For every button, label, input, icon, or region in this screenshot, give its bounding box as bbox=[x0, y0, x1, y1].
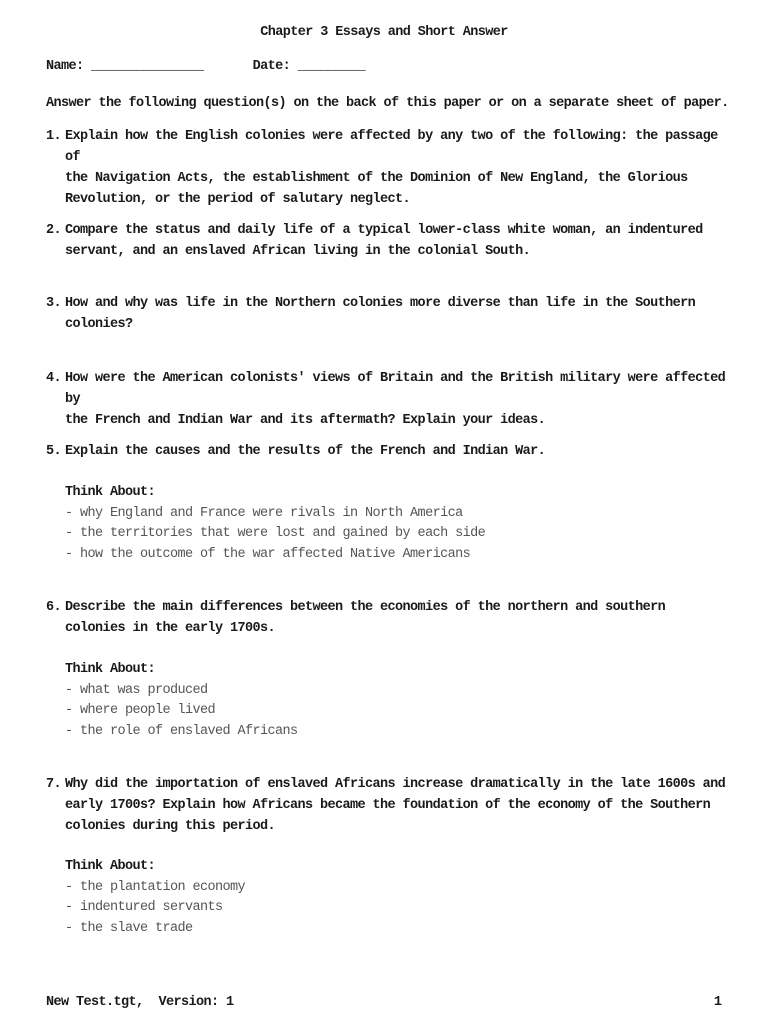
question-line: colonies in the early 1700s. bbox=[65, 621, 276, 636]
think-about-label: Think About: bbox=[65, 662, 156, 677]
think-about-7 bbox=[65, 857, 245, 939]
think-about-item: - the role of enslaved Africans bbox=[65, 723, 298, 739]
think-about-label: Think About: bbox=[65, 485, 156, 500]
question-7 bbox=[46, 774, 736, 837]
think-about-item: - the territories that were lost and gained by each side bbox=[65, 526, 486, 542]
think-about-6 bbox=[65, 660, 298, 742]
question-line: the French and Indian War and its aftermath? Explain your ideas. bbox=[65, 413, 546, 428]
question-number: 6. bbox=[46, 600, 62, 615]
think-about-5 bbox=[65, 483, 485, 565]
question-line: the Navigation Acts, the establishment of the Dominion of New England, the Glorious bbox=[65, 171, 688, 186]
name-date-row bbox=[46, 59, 365, 74]
question-line: Explain the causes and the results of the French and Indian War. bbox=[65, 444, 546, 459]
question-line: How were the American colonists' views of Britain and the British military were affected by bbox=[65, 371, 726, 407]
think-about-item: - why England and France were rivals in North America bbox=[65, 505, 463, 521]
name-field: Name: _______________ bbox=[46, 59, 204, 74]
question-line: early 1700s? Explain how Africans became the foundation of the economy of the Southern bbox=[65, 798, 711, 813]
question-5 bbox=[46, 441, 736, 462]
footer-file-version: New Test.tgt, Version: 1 bbox=[46, 995, 234, 1010]
think-about-label: Think About: bbox=[65, 859, 156, 874]
think-about-item: - the slave trade bbox=[65, 920, 193, 936]
question-6 bbox=[46, 597, 736, 639]
question-line: Describe the main differences between the economies of the northern and southern bbox=[65, 600, 666, 615]
question-number: 4. bbox=[46, 371, 62, 386]
question-line: colonies during this period. bbox=[65, 819, 276, 834]
instructions: Answer the following question(s) on the back of this paper or on a separate sheet of paper. bbox=[46, 96, 729, 111]
question-2 bbox=[46, 220, 736, 262]
question-line: Compare the status and daily life of a typical lower-class white woman, an indentured bbox=[65, 223, 703, 238]
think-about-item: - what was produced bbox=[65, 682, 208, 698]
question-line: servant, and an enslaved African living in the colonial South. bbox=[65, 244, 531, 259]
question-number: 2. bbox=[46, 223, 62, 238]
question-4 bbox=[46, 368, 736, 431]
question-number: 5. bbox=[46, 444, 62, 459]
question-number: 7. bbox=[46, 777, 62, 792]
question-line: colonies? bbox=[65, 317, 133, 332]
question-1 bbox=[46, 126, 736, 210]
question-line: Why did the importation of enslaved Africans increase dramatically in the late 1600s and bbox=[65, 777, 726, 792]
think-about-item: - where people lived bbox=[65, 703, 216, 719]
think-about-item: - indentured servants bbox=[65, 900, 223, 916]
think-about-item: - how the outcome of the war affected Native Americans bbox=[65, 546, 471, 562]
question-3 bbox=[46, 293, 736, 335]
question-line: Revolution, or the period of salutary neglect. bbox=[65, 192, 411, 207]
question-number: 3. bbox=[46, 296, 62, 311]
page-title: Chapter 3 Essays and Short Answer bbox=[260, 25, 508, 40]
question-number: 1. bbox=[46, 129, 62, 144]
think-about-item: - the plantation economy bbox=[65, 879, 246, 895]
date-field: Date: _________ bbox=[252, 59, 366, 74]
question-line: How and why was life in the Northern colonies more diverse than life in the Southern bbox=[65, 296, 696, 311]
question-line: Explain how the English colonies were affected by any two of the following: the passage of bbox=[65, 129, 718, 165]
footer-page-number: 1 bbox=[713, 995, 722, 1010]
